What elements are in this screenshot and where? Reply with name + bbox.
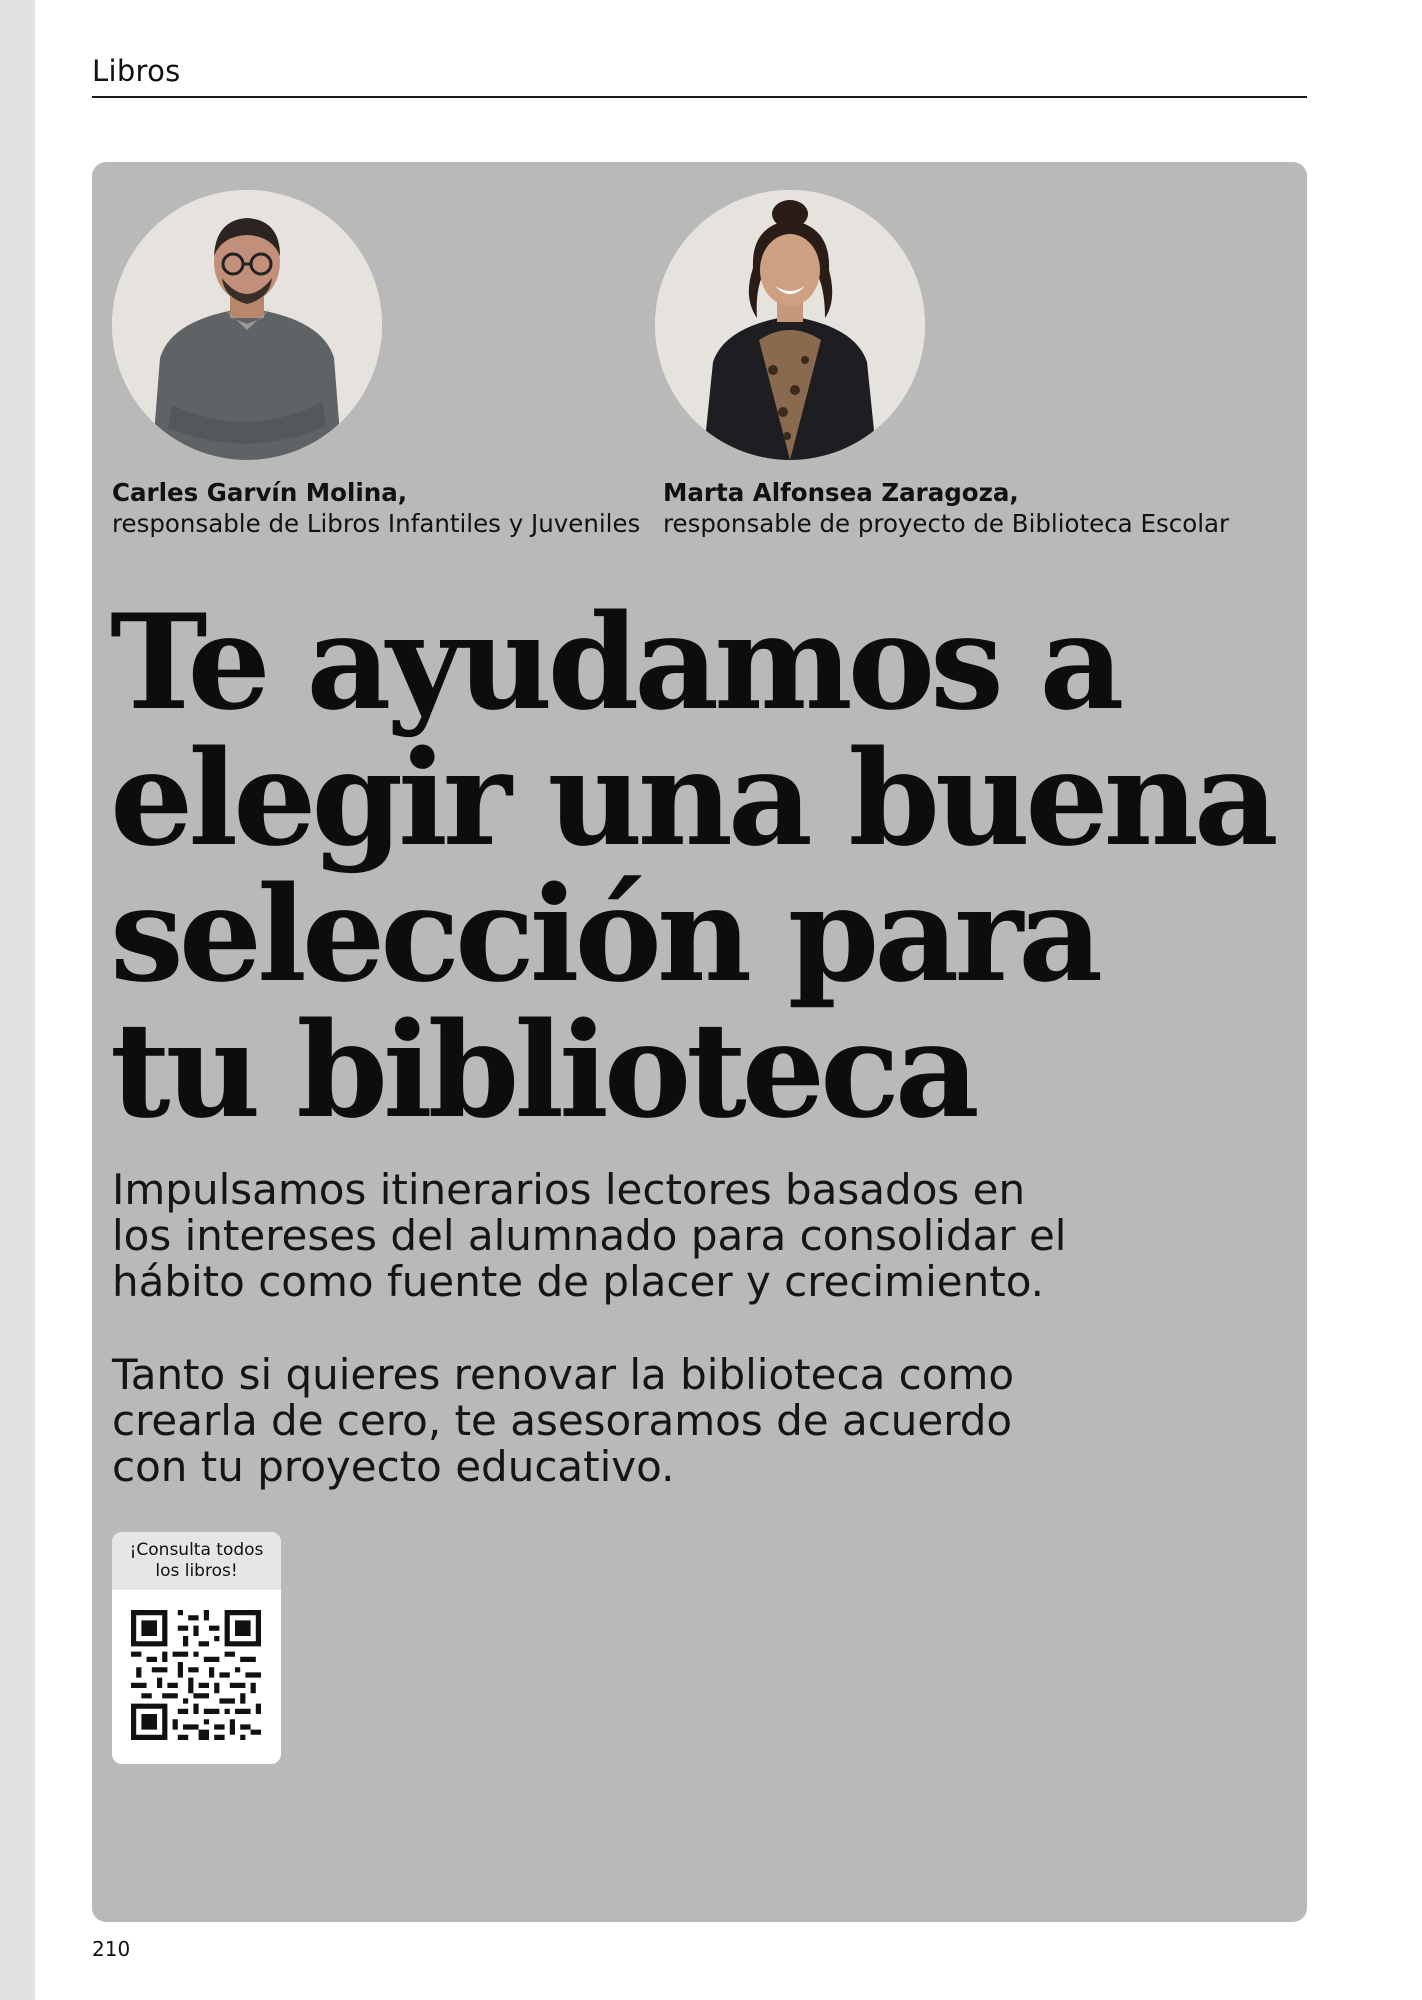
woman-portrait-photo <box>655 190 925 460</box>
qr-code-icon[interactable] <box>131 1610 261 1740</box>
person-credit-carles <box>112 477 640 539</box>
headline-line: tu biblioteca <box>110 993 975 1147</box>
headline-line: elegir una buena <box>110 721 1274 875</box>
body-paragraph-2: Tanto si quieres renovar la biblioteca como crearla de cero, te asesoramos de acuerdo con tu proyecto educativo. <box>112 1350 1015 1491</box>
person-credit-marta <box>663 477 1229 539</box>
person-name: Carles Garvín Molina, <box>112 478 408 507</box>
content-card <box>92 162 1307 1922</box>
page-edge-strip <box>0 0 35 2000</box>
page-number: 210 <box>92 1937 131 1961</box>
section-title: Libros <box>92 54 181 88</box>
section-header <box>92 54 1307 98</box>
body-paragraph-1: Impulsamos itinerarios lectores basados en los intereses del alumnado para consolidar el hábito como fuente de placer y crecimiento. <box>112 1165 1067 1306</box>
headline-line: selección para <box>110 857 1099 1011</box>
person-role: responsable de proyecto de Biblioteca Escolar <box>663 509 1230 538</box>
qr-label <box>112 1532 281 1590</box>
headline <box>110 585 1274 1147</box>
qr-card[interactable] <box>112 1532 281 1764</box>
qr-label-line: los libros! <box>155 1561 238 1581</box>
portrait-carles-garvin <box>112 190 382 460</box>
portrait-marta-alfonsea <box>655 190 925 460</box>
headline-line: Te ayudamos a <box>110 585 1120 739</box>
person-name: Marta Alfonsea Zaragoza, <box>663 478 1019 507</box>
man-portrait-photo <box>112 190 382 460</box>
qr-label-line: ¡Consulta todos <box>129 1540 264 1560</box>
person-role: responsable de Libros Infantiles y Juveniles <box>112 509 641 538</box>
